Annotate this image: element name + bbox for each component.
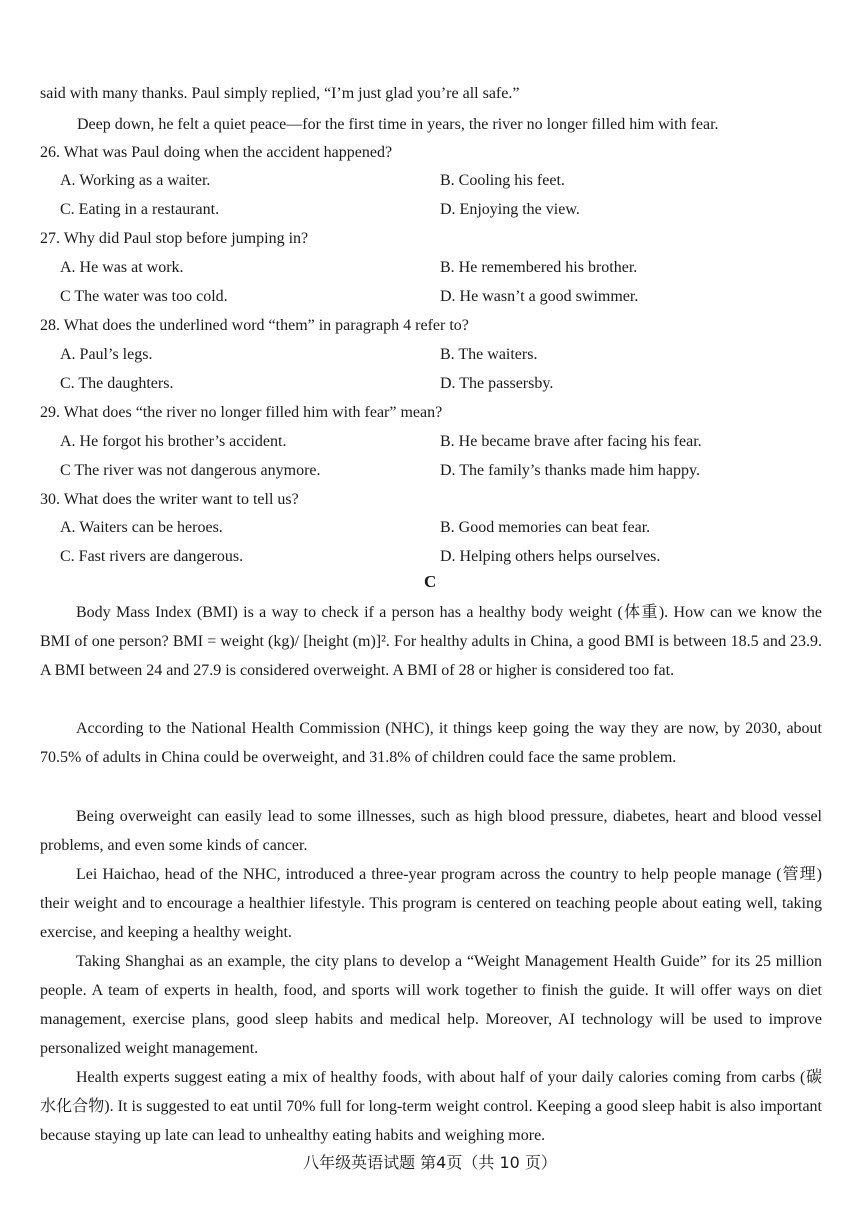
section-c-paragraph-3: Being overweight can easily lead to some illnesses, such as high blood pressure, diabetes, heart and blood vessel problems, and even some kinds of cancer. bbox=[40, 808, 822, 854]
question-28-option-c: C. The daughters. bbox=[60, 375, 174, 392]
question-30-option-c: C. Fast rivers are dangerous. bbox=[60, 548, 244, 565]
question-30-stem: 30. What does the writer want to tell us? bbox=[40, 491, 299, 508]
question-28-option-b: B. The waiters. bbox=[440, 346, 538, 363]
question-26-option-d: D. Enjoying the view. bbox=[440, 201, 580, 218]
question-29-option-a: A. He forgot his brother’s accident. bbox=[60, 433, 287, 450]
question-28-stem: 28. What does the underlined word “them” in paragraph 4 refer to? bbox=[40, 317, 469, 334]
question-28-option-a: A. Paul’s legs. bbox=[60, 346, 153, 363]
question-26-option-a: A. Working as a waiter. bbox=[60, 172, 211, 189]
question-26-stem: 26. What was Paul doing when the accident happened? bbox=[40, 144, 393, 161]
section-c-paragraph-4: Lei Haichao, head of the NHC, introduced a three-year program across the country to help people manage (管理) their weight and to encourage a healthier lifestyle. This program is centered on teaching people about eating well, taking exercise, and keeping a healthy weight. bbox=[40, 866, 822, 941]
question-27-option-d: D. He wasn’t a good swimmer. bbox=[440, 288, 639, 305]
section-c-paragraph-6: Health experts suggest eating a mix of healthy foods, with about half of your daily calories coming from carbs (碳水化合物). It is suggested to eat until 70% full for long-term weight control. Keeping a good sleep habit is also important because staying up late can lead to unhealthy eating habits and weighing more. bbox=[40, 1069, 822, 1144]
intro-line-1: said with many thanks. Paul simply replied, “I’m just glad you’re all safe.” bbox=[40, 85, 520, 102]
question-26-option-b: B. Cooling his feet. bbox=[440, 172, 565, 189]
section-c-paragraph-5: Taking Shanghai as an example, the city plans to develop a “Weight Management Health Guide” for its 25 million people. A team of experts in health, food, and sports will work together to finish the guide. It will offer ways on diet management, exercise plans, good sleep habits and medical help. Moreover, AI technology will be used to improve personalized weight management. bbox=[40, 953, 822, 1057]
question-30-option-b: B. Good memories can beat fear. bbox=[440, 519, 651, 536]
question-27-option-a: A. He was at work. bbox=[60, 259, 184, 276]
question-29-option-b: B. He became brave after facing his fear. bbox=[440, 433, 702, 450]
question-30-option-a: A. Waiters can be heroes. bbox=[60, 519, 223, 536]
question-26-option-c: C. Eating in a restaurant. bbox=[60, 201, 220, 218]
question-27-option-b: B. He remembered his brother. bbox=[440, 259, 638, 276]
question-29-option-d: D. The family’s thanks made him happy. bbox=[440, 462, 700, 479]
section-c-paragraph-2: According to the National Health Commission (NHC), it things keep going the way they are now, by 2030, about 70.5% of adults in China could be overweight, and 31.8% of children could face the same problem. bbox=[40, 720, 822, 766]
question-27-stem: 27. Why did Paul stop before jumping in? bbox=[40, 230, 309, 247]
question-27-option-c: C The water was too cold. bbox=[60, 288, 228, 305]
intro-line-2: Deep down, he felt a quiet peace—for the first time in years, the river no longer filled him with fear. bbox=[77, 116, 719, 133]
page-footer: 八年级英语试题 第4页（共 10 页） bbox=[303, 1153, 557, 1172]
section-c-heading: C bbox=[424, 572, 437, 591]
question-29-stem: 29. What does “the river no longer filled him with fear” mean? bbox=[40, 404, 443, 421]
question-30-option-d: D. Helping others helps ourselves. bbox=[440, 548, 661, 565]
section-c-paragraph-1: Body Mass Index (BMI) is a way to check if a person has a healthy body weight (体重). How can we know the BMI of one person? BMI = weight (kg)/ [height (m)]². For healthy adults in China, a good BMI is between 18.5 and 23.9. A BMI between 24 and 27.9 is considered overweight. A BMI of 28 or higher is considered too fat. bbox=[40, 604, 822, 679]
question-28-option-d: D. The passersby. bbox=[440, 375, 554, 392]
question-29-option-c: C The river was not dangerous anymore. bbox=[60, 462, 321, 479]
